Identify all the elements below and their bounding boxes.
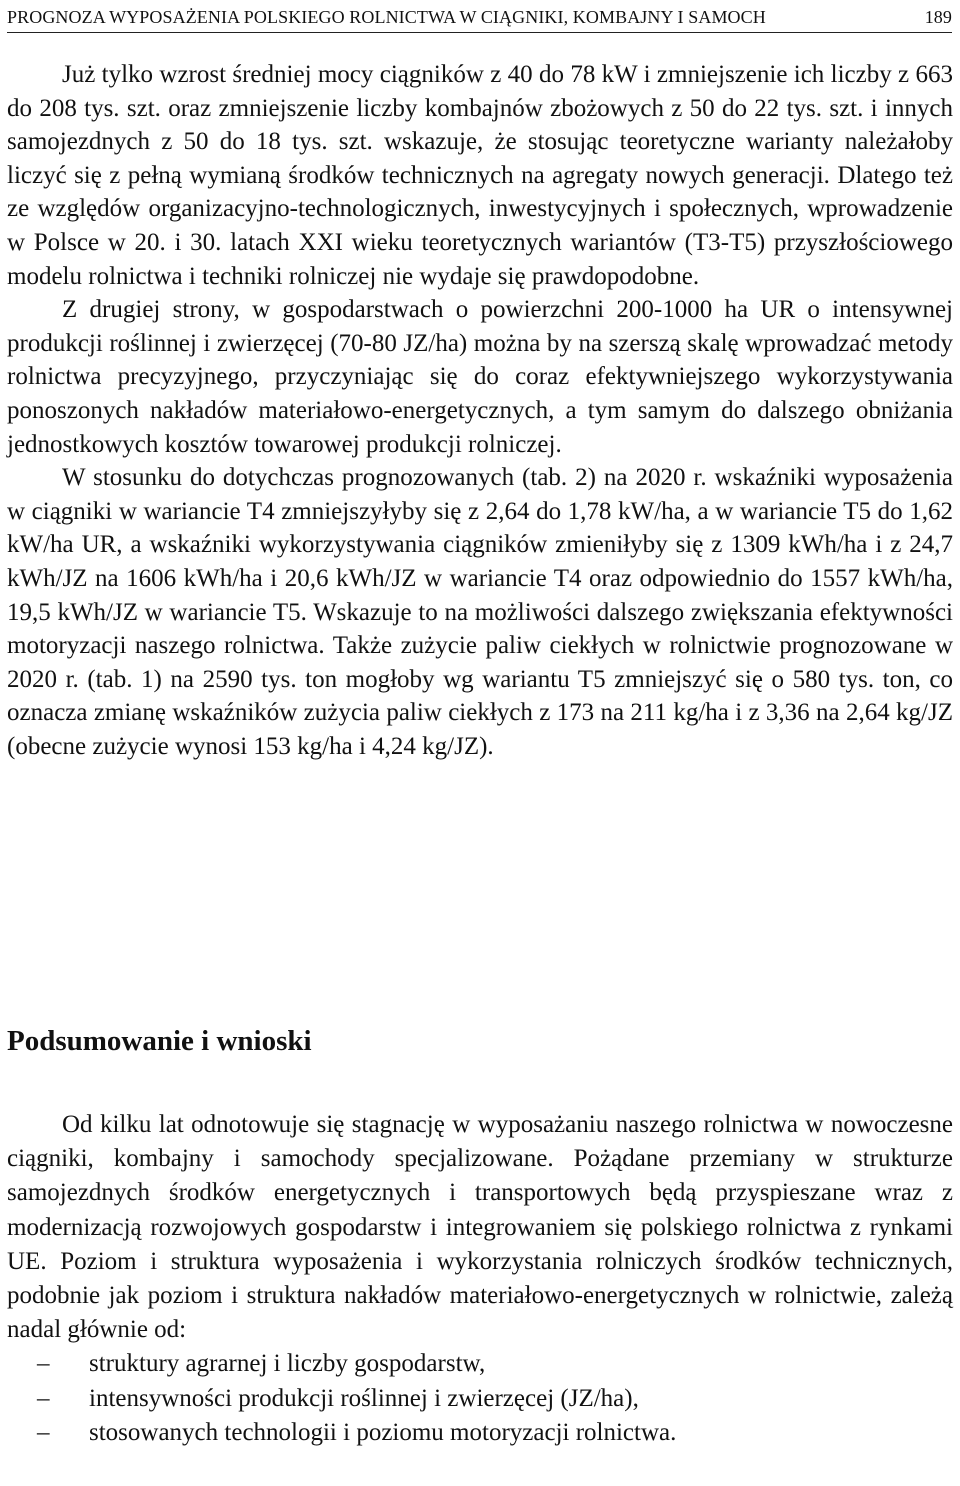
- paragraph-1: Już tylko wzrost średniej mocy ciągników z 40 do 78 kW i zmniejszenie ich liczby z 663 do 208 tys. szt. oraz zmniejszenie liczby kombajnów zbożowych z 50 do 22 tys. szt. i innych samojezdnych z 50 do 18 tys. szt. wskazuje, że stosując teoretyczne warianty należałoby liczyć się z pełną wymianą środków technicznych na agregaty nowych generacji. Dlatego też ze względów organizacyjno-technologicznych, inwestycyjnych i społecznych, wprowadzenie w Polsce w 20. i 30. latach XXI wieku teoretycznych wariantów (T3-T5) przyszłościowego modelu rolnictwa i techniki rolniczej nie wydaje się prawdopodobne.: [7, 61, 953, 290]
- list-item: [7, 1347, 953, 1381]
- dash-marker: –: [37, 1384, 50, 1412]
- list-item: [7, 1382, 953, 1416]
- list-item-text: struktury agrarnej i liczby gospodarstw,: [89, 1350, 486, 1378]
- dash-marker: –: [37, 1350, 50, 1378]
- conclusions-paragraph: Od kilku lat odnotowuje się stagnację w wyposażaniu naszego rolnictwa w nowoczesne ciągniki, kombajny i samochody specjalizowane. Pożądane przemiany w strukturze samojezdnych środków energetycznych i transportowych będą przyspieszane wraz z modernizacją rozwojowych gospodarstw i integrowaniem się polskiego rolnictwa z rynkami UE. Poziom i struktura wyposażenia i wykorzystania rolniczych środków technicznych, podobnie jak poziom i struktura nakładów materiałowo-energetycznych w rolnictwie, zależą nadal głównie od:: [7, 1111, 953, 1344]
- conclusions-list: [7, 1347, 953, 1450]
- dash-marker: –: [37, 1418, 50, 1446]
- paragraph-3: W stosunku do dotychczas prognozowanych (tab. 2) na 2020 r. wskaźniki wyposażenia w ciągniki w wariancie T4 zmniejszyłyby się z 2,64 do 1,78 kW/ha, a w wariancie T5 do 1,62 kW/ha UR, a wskaźniki wykorzystywania ciągników zmieniłyby się z 1309 kWh/ha i z 24,7 kWh/JZ na 1606 kWh/ha i 20,6 kWh/JZ w wariancie T4 oraz odpowiednio do 1557 kWh/ha, 19,5 kWh/JZ w wariancie T5. Wskazuje to na możliwości dalszego zwiększania efektywności motoryzacji naszego rolnictwa. Także zużycie paliw ciekłych w rolnictwie prognozowane w 2020 r. (tab. 1) na 2590 tys. ton mogłoby wg wariantu T5 zmniejszyć się o 580 tys. ton, co oznacza zmianę wskaźników zużycia paliw ciekłych z 173 na 211 kg/ha i z 3,36 na 2,64 kg/JZ (obecne zużycie wynosi 153 kg/ha i 4,24 kg/JZ).: [7, 464, 953, 760]
- list-item-text: intensywności produkcji roślinnej i zwierzęcej (JZ/ha),: [89, 1384, 639, 1412]
- list-item: [7, 1416, 953, 1450]
- conclusions-section: [7, 1108, 953, 1450]
- page-number: 189: [924, 6, 952, 27]
- section-heading: Podsumowanie i wnioski: [7, 1025, 312, 1057]
- running-header: [7, 2, 952, 33]
- body-text: [7, 58, 953, 763]
- paragraph-2: Z drugiej strony, w gospodarstwach o powierzchni 200-1000 ha UR o intensywnej produkcji roślinnej i zwierzęcej (70-80 JZ/ha) można by na szerszą skalę wprowadzać metody rolnictwa precyzyjnego, przyczyniając się do coraz efektywniejszego wykorzystywania ponoszonych nakładów materiałowo-energetycznych, a tym samym do dalszego obniżania jednostkowych kosztów towarowej produkcji rolniczej.: [7, 296, 953, 458]
- list-item-text: stosowanych technologii i poziomu motoryzacji rolnictwa.: [89, 1418, 677, 1446]
- running-header-title: PROGNOZA WYPOSAŻENIA POLSKIEGO ROLNICTWA W CIĄGNIKI, KOMBAJNY I SAMOCH: [7, 6, 766, 27]
